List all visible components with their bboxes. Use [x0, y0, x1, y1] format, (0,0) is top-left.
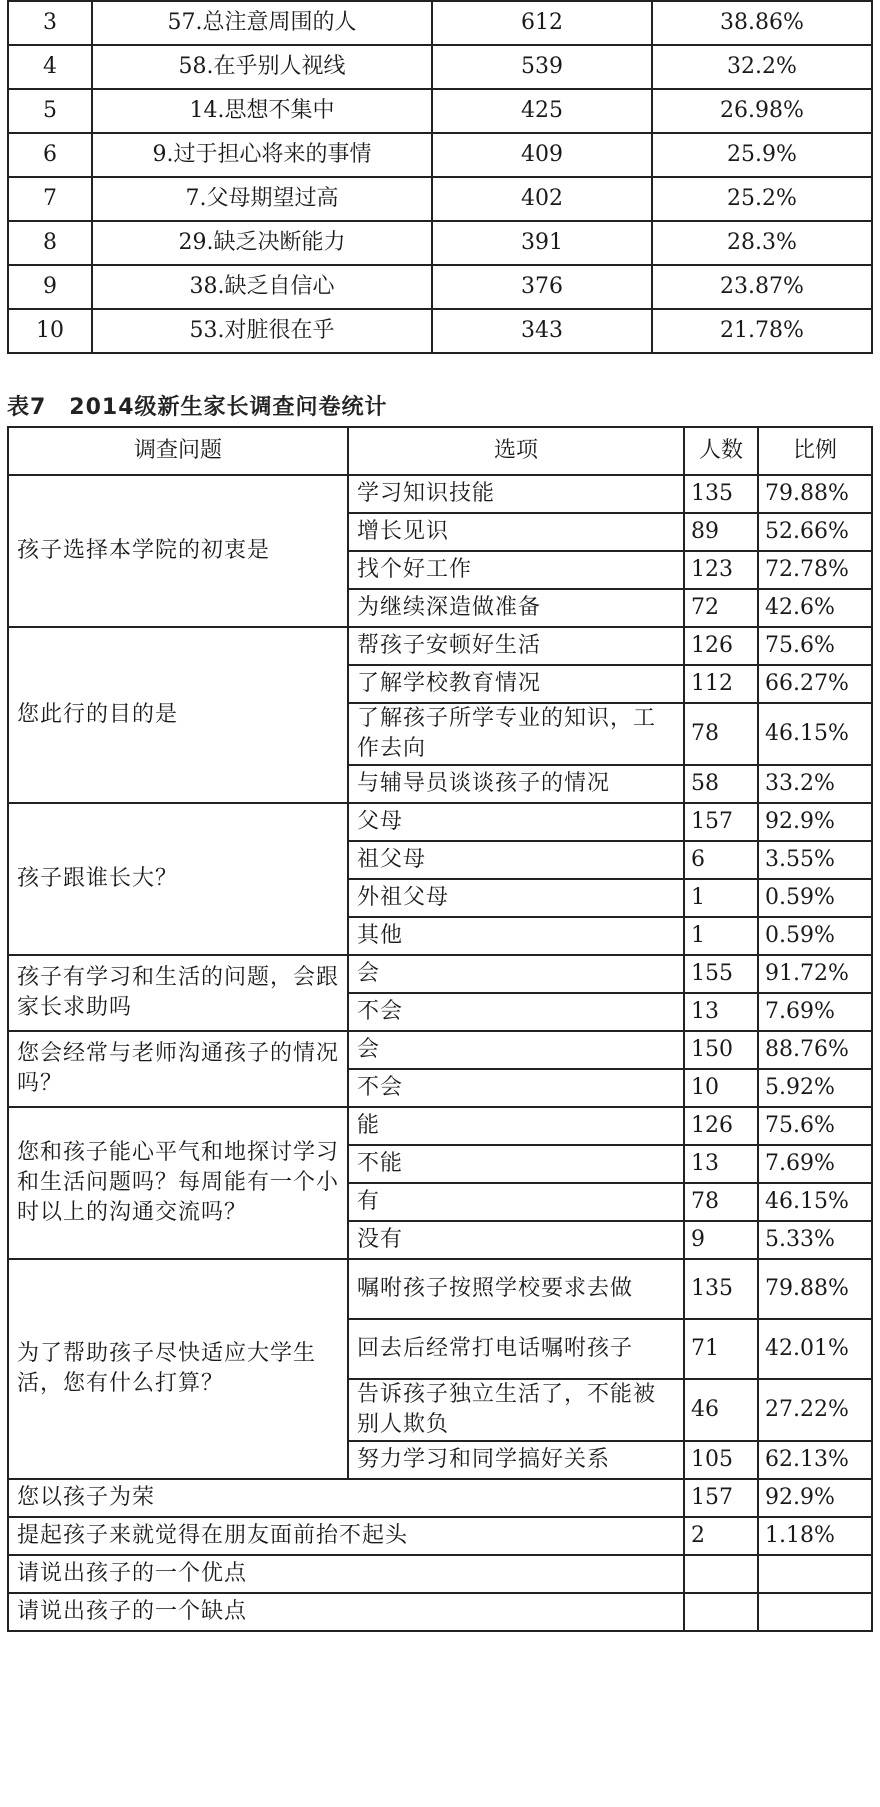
option-cell: 学习知识技能 — [348, 475, 684, 513]
option-cell: 告诉孩子独立生活了，不能被别人欺负 — [348, 1379, 684, 1441]
ratio-cell: 42.6% — [758, 589, 872, 627]
percent-cell: 21.78% — [652, 309, 872, 353]
ratio-cell: 3.55% — [758, 841, 872, 879]
rank-cell: 5 — [8, 89, 92, 133]
question-cell: 您以孩子为荣 — [8, 1479, 684, 1517]
survey-row — [8, 1107, 872, 1145]
item-cell: 29.缺乏决断能力 — [92, 221, 432, 265]
rank-cell: 9 — [8, 265, 92, 309]
percent-cell: 32.2% — [652, 45, 872, 89]
option-cell: 会 — [348, 1031, 684, 1069]
ratio-cell: 5.33% — [758, 1221, 872, 1259]
count-cell: 157 — [684, 1479, 758, 1517]
survey-row — [8, 475, 872, 513]
option-cell: 其他 — [348, 917, 684, 955]
count-cell: 425 — [432, 89, 652, 133]
ratio-cell: 66.27% — [758, 665, 872, 703]
question-cell: 为了帮助孩子尽快适应大学生活，您有什么打算？ — [8, 1259, 348, 1479]
option-cell: 找个好工作 — [348, 551, 684, 589]
header-count: 人数 — [684, 427, 758, 475]
survey-table — [7, 426, 873, 1632]
count-cell: 157 — [684, 803, 758, 841]
ratio-cell: 7.69% — [758, 1145, 872, 1183]
count-cell: 89 — [684, 513, 758, 551]
count-cell: 376 — [432, 265, 652, 309]
survey-row — [8, 1593, 872, 1631]
ratio-cell: 46.15% — [758, 1183, 872, 1221]
count-cell: 10 — [684, 1069, 758, 1107]
count-cell: 78 — [684, 1183, 758, 1221]
survey-row — [8, 803, 872, 841]
ratio-cell: 72.78% — [758, 551, 872, 589]
count-cell — [684, 1555, 758, 1593]
question-cell: 请说出孩子的一个优点 — [8, 1555, 684, 1593]
rank-cell: 7 — [8, 177, 92, 221]
item-cell: 38.缺乏自信心 — [92, 265, 432, 309]
ratio-cell: 1.18% — [758, 1517, 872, 1555]
ratio-cell: 79.88% — [758, 1259, 872, 1319]
option-cell: 会 — [348, 955, 684, 993]
ratio-cell: 52.66% — [758, 513, 872, 551]
survey-header-row — [8, 427, 872, 475]
count-cell: 1 — [684, 879, 758, 917]
count-cell: 155 — [684, 955, 758, 993]
survey-row — [8, 1031, 872, 1069]
option-cell: 没有 — [348, 1221, 684, 1259]
option-cell: 嘱咐孩子按照学校要求去做 — [348, 1259, 684, 1319]
option-cell: 回去后经常打电话嘱咐孩子 — [348, 1319, 684, 1379]
option-cell: 父母 — [348, 803, 684, 841]
question-cell: 提起孩子来就觉得在朋友面前抬不起头 — [8, 1517, 684, 1555]
ranking-row — [8, 177, 872, 221]
option-cell: 与辅导员谈谈孩子的情况 — [348, 765, 684, 803]
survey-row — [8, 627, 872, 665]
question-cell: 您会经常与老师沟通孩子的情况吗？ — [8, 1031, 348, 1107]
ranking-table — [7, 0, 873, 354]
percent-cell: 28.3% — [652, 221, 872, 265]
ranking-row — [8, 265, 872, 309]
item-cell: 57.总注意周围的人 — [92, 1, 432, 45]
option-cell: 帮孩子安顿好生活 — [348, 627, 684, 665]
rank-cell: 4 — [8, 45, 92, 89]
count-cell: 112 — [684, 665, 758, 703]
survey-row — [8, 1517, 872, 1555]
option-cell: 增长见识 — [348, 513, 684, 551]
count-cell: 391 — [432, 221, 652, 265]
ranking-row — [8, 1, 872, 45]
ranking-row — [8, 45, 872, 89]
survey-row — [8, 1479, 872, 1517]
ranking-row — [8, 89, 872, 133]
item-cell: 58.在乎别人视线 — [92, 45, 432, 89]
ratio-cell: 91.72% — [758, 955, 872, 993]
count-cell: 72 — [684, 589, 758, 627]
count-cell: 126 — [684, 627, 758, 665]
item-cell: 14.思想不集中 — [92, 89, 432, 133]
ratio-cell: 33.2% — [758, 765, 872, 803]
count-cell: 13 — [684, 1145, 758, 1183]
item-cell: 9.过于担心将来的事情 — [92, 133, 432, 177]
ratio-cell: 7.69% — [758, 993, 872, 1031]
count-cell: 402 — [432, 177, 652, 221]
ratio-cell: 5.92% — [758, 1069, 872, 1107]
count-cell: 135 — [684, 475, 758, 513]
survey-row — [8, 955, 872, 993]
ratio-cell: 27.22% — [758, 1379, 872, 1441]
rank-cell: 3 — [8, 1, 92, 45]
percent-cell: 23.87% — [652, 265, 872, 309]
question-cell: 孩子有学习和生活的问题，会跟家长求助吗 — [8, 955, 348, 1031]
count-cell: 13 — [684, 993, 758, 1031]
option-cell: 努力学习和同学搞好关系 — [348, 1441, 684, 1479]
rank-cell: 8 — [8, 221, 92, 265]
ranking-row — [8, 309, 872, 353]
count-cell: 46 — [684, 1379, 758, 1441]
option-cell: 祖父母 — [348, 841, 684, 879]
count-cell: 1 — [684, 917, 758, 955]
count-cell: 6 — [684, 841, 758, 879]
count-cell: 539 — [432, 45, 652, 89]
table-caption: 表7 2014级新生家长调查问卷统计 — [7, 395, 388, 420]
ratio-cell: 92.9% — [758, 803, 872, 841]
option-cell: 为继续深造做准备 — [348, 589, 684, 627]
count-cell: 2 — [684, 1517, 758, 1555]
ratio-cell: 46.15% — [758, 703, 872, 765]
option-cell: 了解学校教育情况 — [348, 665, 684, 703]
item-cell: 7.父母期望过高 — [92, 177, 432, 221]
header-option: 选项 — [348, 427, 684, 475]
ratio-cell: 0.59% — [758, 917, 872, 955]
ratio-cell: 0.59% — [758, 879, 872, 917]
ratio-cell: 79.88% — [758, 475, 872, 513]
ratio-cell: 88.76% — [758, 1031, 872, 1069]
question-cell: 您和孩子能心平气和地探讨学习和生活问题吗？每周能有一个小时以上的沟通交流吗？ — [8, 1107, 348, 1259]
count-cell: 409 — [432, 133, 652, 177]
option-cell: 不会 — [348, 993, 684, 1031]
ranking-row — [8, 133, 872, 177]
survey-table-body — [8, 475, 872, 1631]
ratio-cell — [758, 1593, 872, 1631]
count-cell: 78 — [684, 703, 758, 765]
percent-cell: 25.9% — [652, 133, 872, 177]
option-cell: 不会 — [348, 1069, 684, 1107]
question-cell: 您此行的目的是 — [8, 627, 348, 803]
count-cell: 126 — [684, 1107, 758, 1145]
count-cell: 343 — [432, 309, 652, 353]
option-cell: 不能 — [348, 1145, 684, 1183]
rank-cell: 10 — [8, 309, 92, 353]
percent-cell: 26.98% — [652, 89, 872, 133]
question-cell: 请说出孩子的一个缺点 — [8, 1593, 684, 1631]
count-cell: 9 — [684, 1221, 758, 1259]
count-cell: 58 — [684, 765, 758, 803]
percent-cell: 38.86% — [652, 1, 872, 45]
count-cell — [684, 1593, 758, 1631]
ratio-cell: 92.9% — [758, 1479, 872, 1517]
ratio-cell: 75.6% — [758, 627, 872, 665]
ranking-row — [8, 221, 872, 265]
option-cell: 有 — [348, 1183, 684, 1221]
item-cell: 53.对脏很在乎 — [92, 309, 432, 353]
option-cell: 了解孩子所学专业的知识，工作去向 — [348, 703, 684, 765]
count-cell: 612 — [432, 1, 652, 45]
ranking-table-body — [8, 1, 872, 353]
count-cell: 123 — [684, 551, 758, 589]
ratio-cell: 75.6% — [758, 1107, 872, 1145]
header-question: 调查问题 — [8, 427, 348, 475]
percent-cell: 25.2% — [652, 177, 872, 221]
ratio-cell — [758, 1555, 872, 1593]
survey-row — [8, 1259, 872, 1319]
ratio-cell: 62.13% — [758, 1441, 872, 1479]
option-cell: 能 — [348, 1107, 684, 1145]
ratio-cell: 42.01% — [758, 1319, 872, 1379]
question-cell: 孩子跟谁长大？ — [8, 803, 348, 955]
count-cell: 135 — [684, 1259, 758, 1319]
header-ratio: 比例 — [758, 427, 872, 475]
rank-cell: 6 — [8, 133, 92, 177]
count-cell: 150 — [684, 1031, 758, 1069]
survey-row — [8, 1555, 872, 1593]
count-cell: 71 — [684, 1319, 758, 1379]
question-cell: 孩子选择本学院的初衷是 — [8, 475, 348, 627]
count-cell: 105 — [684, 1441, 758, 1479]
option-cell: 外祖父母 — [348, 879, 684, 917]
